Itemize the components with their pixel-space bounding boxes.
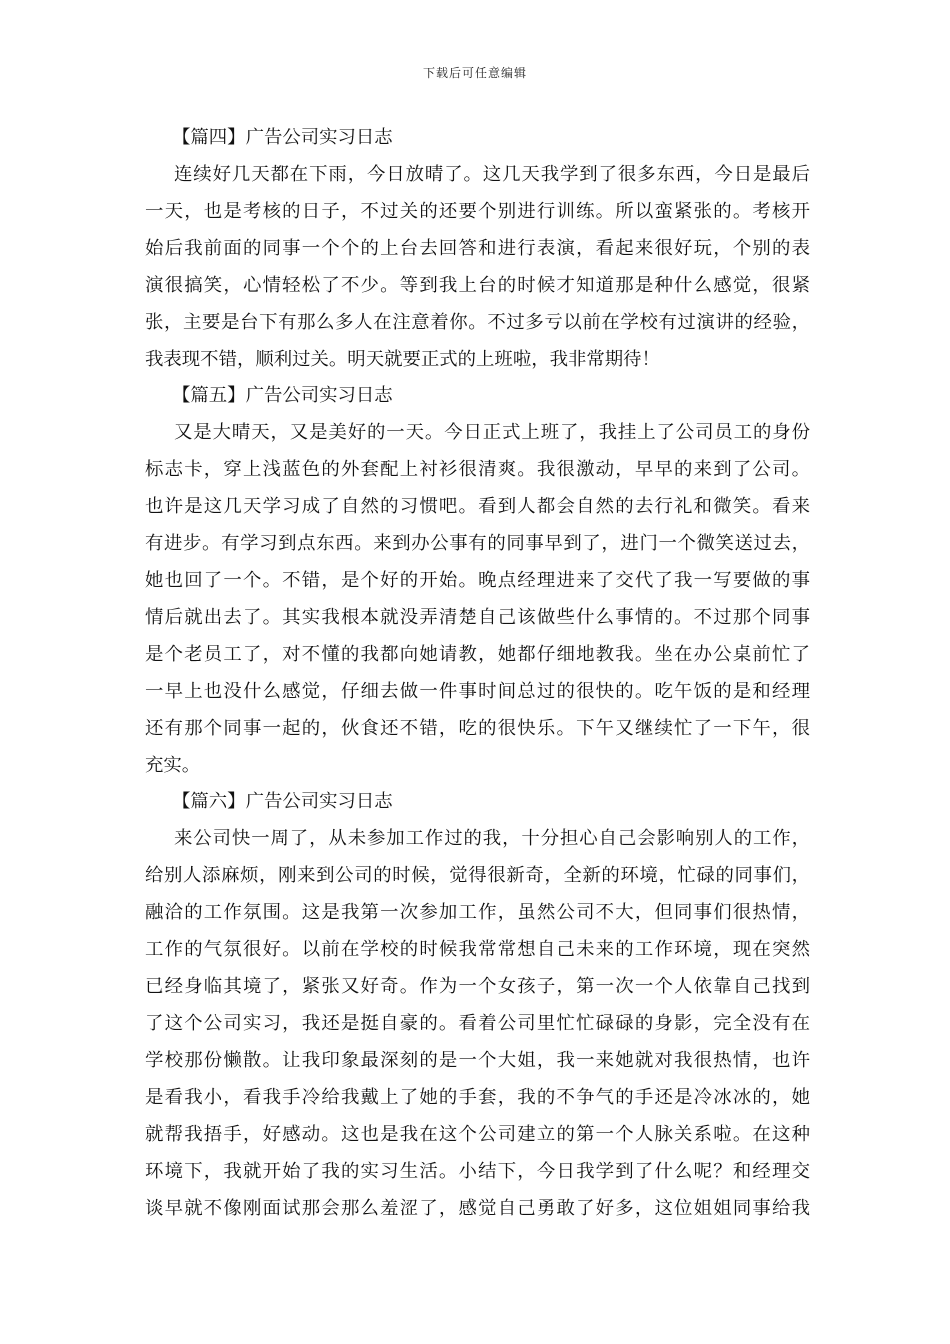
paragraph-line: 有进步。有学习到点东西。来到办公事有的同事早到了，进门一个微笑送过去，: [145, 533, 810, 554]
paragraph-line: 我表现不错，顺利过关。明天就要正式的上班啦，我非常期待！: [145, 349, 660, 370]
paragraph-line: 一天，也是考核的日子，不过关的还要个别进行训练。所以蛮紧张的。考核开: [145, 201, 810, 222]
paragraph-line: 还有那个同事一起的，伙食还不错，吃的很快乐。下午又继续忙了一下午，很: [145, 718, 810, 739]
paragraph-line: 标志卡，穿上浅蓝色的外套配上衬衫很清爽。我很激动，早早的来到了公司。: [145, 459, 810, 480]
paragraph-line: 情后就出去了。其实我根本就没弄清楚自己该做些什么事情的。不过那个同事: [145, 607, 810, 628]
paragraph-line: 已经身临其境了，紧张又好奇。作为一个女孩子，第一次一个人依靠自己找到: [145, 976, 810, 997]
paragraph-line: 了这个公司实习，我还是挺自豪的。看着公司里忙忙碌碌的身影，完全没有在: [145, 1013, 810, 1034]
paragraph-line: 又是大晴天，又是美好的一天。今日正式上班了，我挂上了公司员工的身份: [174, 422, 810, 443]
page-header: 下载后可任意编辑: [422, 66, 527, 80]
section-6: [145, 784, 810, 1227]
paragraph-line: 一早上也没什么感觉，仔细去做一件事时间总过的很快的。吃午饭的是和经理: [145, 681, 810, 702]
paragraph-line: 就帮我捂手，好感动。这也是我在这个公司建立的第一个人脉关系啦。在这种: [145, 1124, 810, 1145]
paragraph-line: 始后我前面的同事一个个的上台去回答和进行表演，看起来很好玩，个别的表: [145, 238, 810, 259]
document-body: [145, 120, 810, 1227]
section-title: 【篇六】广告公司实习日志: [172, 791, 393, 812]
section-title: 【篇四】广告公司实习日志: [172, 127, 393, 148]
section-4: [145, 120, 810, 378]
paragraph-line: 来公司快一周了，从未参加工作过的我，十分担心自己会影响别人的工作，: [174, 828, 810, 849]
section-title: 【篇五】广告公司实习日志: [172, 385, 393, 406]
paragraph-line: 张，主要是台下有那么多人在注意着你。不过多亏以前在学校有过演讲的经验，: [145, 312, 810, 333]
paragraph-line: 工作的气氛很好。以前在学校的时候我常常想自己未来的工作环境，现在突然: [145, 939, 810, 960]
paragraph-line: 学校那份懒散。让我印象最深刻的是一个大姐，我一来她就对我很热情，也许: [145, 1050, 810, 1071]
paragraph-line: 充实。: [145, 755, 201, 776]
paragraph-line: 连续好几天都在下雨，今日放晴了。这几天我学到了很多东西，今日是最后: [174, 164, 810, 185]
paragraph-line: 她也回了一个。不错，是个好的开始。晚点经理进来了交代了我一写要做的事: [145, 570, 810, 591]
paragraph-line: 融洽的工作氛围。这是我第一次参加工作，虽然公司不大，但同事们很热情，: [145, 902, 810, 923]
paragraph-line: 是看我小，看我手冷给我戴上了她的手套，我的不争气的手还是冷冰冰的，她: [145, 1087, 810, 1108]
paragraph-line: 给别人添麻烦，刚来到公司的时候，觉得很新奇，全新的环境，忙碌的同事们，: [145, 865, 810, 886]
section-5: [145, 378, 810, 784]
paragraph-line: 谈早就不像刚面试那会那么羞涩了，感觉自己勇敢了好多，这位姐姐同事给我: [145, 1198, 810, 1219]
paragraph-line: 是个老员工了，对不懂的我都向她请教，她都仔细地教我。坐在办公桌前忙了: [145, 644, 810, 665]
paragraph-line: 也许是这几天学习成了自然的习惯吧。看到人都会自然的去行礼和微笑。看来: [145, 496, 810, 517]
paragraph-line: 演很搞笑，心情轻松了不少。等到我上台的时候才知道那是种什么感觉，很紧: [145, 275, 810, 296]
paragraph-line: 环境下，我就开始了我的实习生活。小结下，今日我学到了什么呢？和经理交: [145, 1161, 810, 1182]
